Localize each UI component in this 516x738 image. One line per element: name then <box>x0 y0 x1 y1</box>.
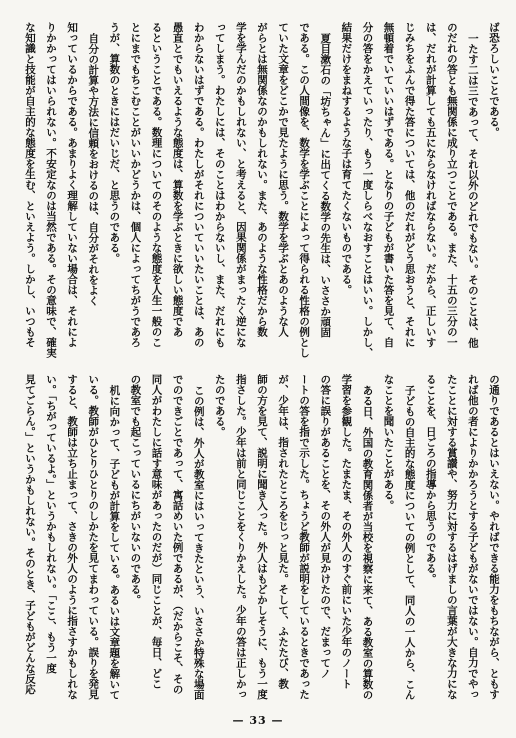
text-column: の通りであるとはいえない。やればできる能力をもちながら、ともす <box>488 374 500 700</box>
text-column: の教室でも起こっているにちがいないのである。 <box>129 374 142 605</box>
text-column: じみちをふんで得た答については、他のだれがどう思おうと、それに <box>403 22 416 348</box>
text-column: 師の方を見て、説明に聞き入った。外人はもどかしそうに、もう一度 <box>255 374 268 700</box>
text-column: ることを、日ごろの指導から思うのである。 <box>424 374 437 584</box>
text-column: は、だれが計算しても五にならなければならない。だから、正しいす <box>424 22 437 348</box>
text-column: でのできごとであって、寓話めいた例であるが、（だからこそ、その <box>171 374 184 695</box>
text-column: 同人がわたしに話す意味があったのだが）同じことが、毎日、どこ <box>150 374 163 689</box>
text-column: 一たす二は三であって、それ以外のどれでもない。そのことは、他 <box>466 32 479 348</box>
text-column: の答に誤りがあることを、その外人が見かけたので、だまってノ <box>319 374 332 679</box>
upper-text-block <box>19 22 504 360</box>
text-column: い。「ちがっているよ。」というかもしれない。「ここ、もう一度 <box>45 374 58 674</box>
text-column: いる。教師がひとりひとりのしかたを見てまわっている。誤りを発見 <box>87 374 100 700</box>
text-column: 結果だけをまねするような子は育てたくないものである。 <box>340 22 353 295</box>
text-column: ートの答を指で示した。ちょうど教師が説明をしているときであった <box>298 374 311 700</box>
text-column: 無頓着でいていいはずである。となりの子どもが書いた答を見て、自 <box>382 22 395 348</box>
text-column: 学を学んだのかもしれない、と考えると、因果関係がまったく逆にな <box>234 22 247 348</box>
text-column: この例は、外人が教室にはいってきたという、いささか特殊な場面 <box>192 384 205 700</box>
text-column: である。この人間像を、数学を学ぶことによって得られる性格の例とし <box>298 22 311 358</box>
text-column: がらとは無関係なのかもしれない。また、あのような性格だから数 <box>255 22 268 337</box>
text-column: 知っているからである。あまりよく理解していない場合は、それによ <box>66 22 79 348</box>
text-column: れば他の者によりかかろうとする子どもがないではない。自力でやっ <box>466 374 479 700</box>
text-column: 指さした。少年は前と同じことをくりかえした。少年の答は正しかっ <box>234 374 247 700</box>
text-column: な知識と技能が自主的な態度を生む、といえよう。しかし、いつもそ <box>23 22 36 348</box>
text-column: なことを聞いたことがある。 <box>382 374 395 511</box>
text-column: ば恐ろしいことである。 <box>488 22 500 138</box>
text-column: ていた文章をどこかで見たように思う。数学を学ぶとあのような人 <box>277 22 290 337</box>
text-column: 愚直とでもいえるような態度は、算数を学ぶときに欲しい態度であ <box>171 22 184 337</box>
text-column: のだれの答とも無関係に成り立つことである。また、十五の三分の一 <box>445 22 458 348</box>
text-column: 分の答をかえていったり、もう一度しらべなおすことはいい。しかし、 <box>361 22 374 358</box>
text-column: が、少年は、指されたところをじっと見た。そして、ふたたび、教 <box>277 374 290 689</box>
text-column: わからないはずである。わたしがそれについていいたいことは、あの <box>192 22 205 348</box>
text-column: 夏目漱石の「坊ちゃん」に出てくる数学の先生は、いささか頑固 <box>319 32 332 337</box>
text-column: 机に向かって、子どもが計算をしている。あるいは文章題を解いて <box>108 384 121 700</box>
text-column: とにまでもちこむことがいいかどうかは、個人によってちがうであろ <box>129 22 142 348</box>
text-column: たのである。 <box>213 374 226 437</box>
text-column: りかかってはいられない。不安定なのは当然である。その意味で、確実 <box>45 22 58 358</box>
text-column: 自分の計算や方法に信頼をおけるのは、自分がそれをよく <box>87 32 100 306</box>
text-column: うが、算数のときにはだいじだ、と思うのである。 <box>108 22 121 264</box>
text-column: すると、教師は立ち止まって、さきの外人のように指さすかもしれな <box>66 374 79 700</box>
text-column: 子どもの自主的な態度についての例として、同人の一人から、こん <box>403 384 416 700</box>
text-column: たことに対する賞讃や、努力に対するはげましの言葉が大きな力にな <box>445 374 458 700</box>
lower-text-block <box>19 374 504 712</box>
text-column: ってしまう。わたしには、そのことはわからないし、また、だれにも <box>213 22 226 348</box>
page-number: — 33 — <box>232 714 284 727</box>
text-column: 見てごらん。」というかもしれない。そのとき、子どもがどんな反応 <box>23 374 36 695</box>
text-column: ある日、外国の教育関係者が当校を視察に来て、ある教室の算数の <box>361 384 374 700</box>
text-column: るということである。数理についてのそのような態度を人生一般のこ <box>150 22 163 348</box>
text-column: 学習を参観した。たまたま、その外人のすぐ前にいた少年のノート <box>340 374 353 689</box>
